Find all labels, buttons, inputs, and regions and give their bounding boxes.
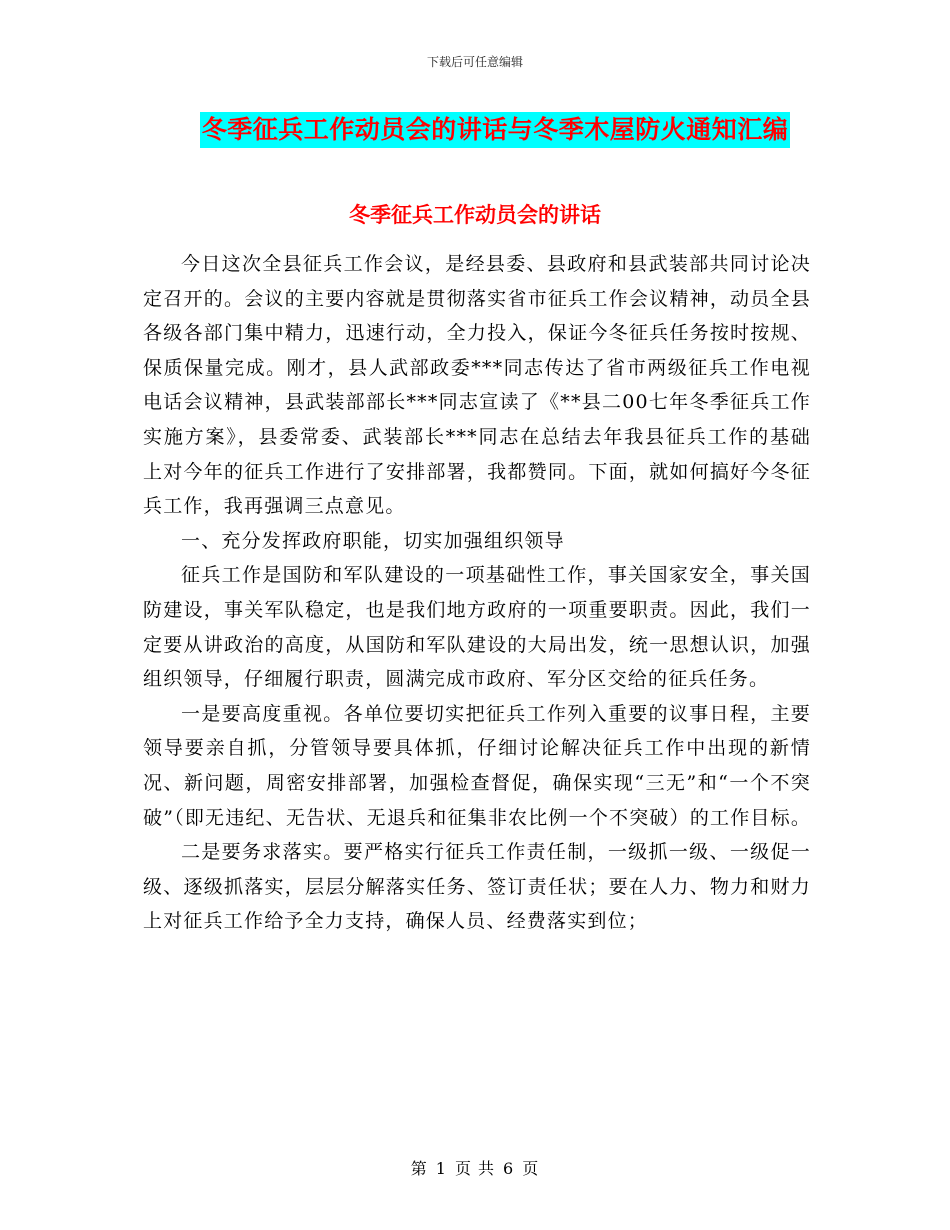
footer-prefix: 第 [410, 1159, 428, 1178]
paragraph: 一是要高度重视。各单位要切实把征兵工作列入重要的议事日程，主要领导要亲自抓，分管领导要具体抓，仔细讨论解决征兵工作中出现的新情况、新问题，周密安排部署，加强检查督促，确保实现“三无”和“一个不突破”（即无违纪、无告状、无退兵和征集非农比例一个不突破）的工作目标。 [143, 702, 812, 829]
paragraph: 今日这次全县征兵工作会议，是经县委、县政府和县武装部共同讨论决定召开的。会议的主要内容就是贯彻落实省市征兵工作会议精神，动员全县各级各部门集中精力，迅速行动，全力投入，保证今冬征兵任务按时按规、保质保量完成。刚才，县人武部政委***同志传达了省市两级征兵工作电视电话会议精神，县武装部部长***同志宣读了《**县二00七年冬季征兵工作实施方案》，县委常委、武装部长***同志在总结去年我县征兵工作的基础上对今年的征兵工作进行了安排部署，我都赞同。下面，就如何搞好今冬征兵工作，我再强调三点意见。 [143, 253, 811, 518]
paragraph: 二是要务求落实。要严格实行征兵工作责任制，一级抓一级、一级促一级、逐级抓落实，层层分解落实任务、签订责任状；要在人力、物力和财力上对征兵工作给予全力支持，确保人员、经费落实到位； [143, 841, 811, 933]
footer-middle: 页 共 [454, 1159, 496, 1178]
page-footer [0, 1156, 950, 1179]
footer-page-number: 1 [435, 1159, 447, 1178]
main-title: 冬季征兵工作动员会的讲话与冬季木屋防火通知汇编 [200, 112, 791, 148]
paragraph: 征兵工作是国防和军队建设的一项基础性工作，事关国家安全，事关国防建设，事关军队稳定，也是我们地方政府的一项重要职责。因此，我们一定要从讲政治的高度，从国防和军队建设的大局出发，统一思想认识，加强组织领导，仔细履行职责，圆满完成市政府、军分区交给的征兵任务。 [143, 564, 811, 691]
footer-total-pages: 6 [503, 1159, 515, 1178]
document-body [143, 247, 811, 939]
section-heading: 一、充分发挥政府职能，切实加强组织领导 [181, 529, 565, 552]
header-note: 下载后可任意编辑 [426, 55, 523, 69]
footer-suffix: 页 [522, 1159, 540, 1178]
main-title-container [0, 112, 950, 148]
sub-title: 冬季征兵工作动员会的讲话 [349, 202, 601, 227]
